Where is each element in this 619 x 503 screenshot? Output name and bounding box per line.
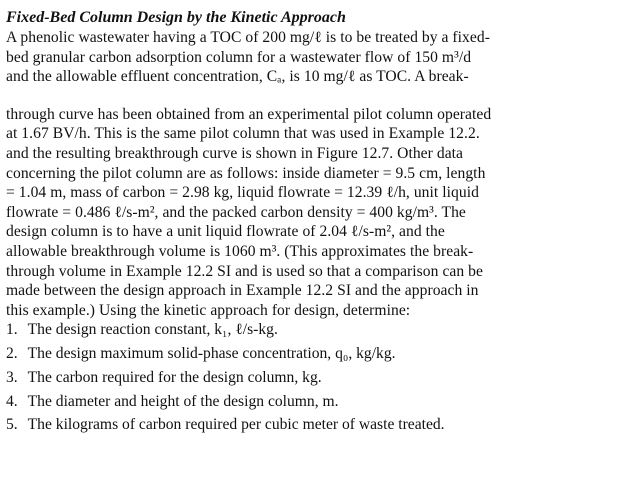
problem-title: Fixed-Bed Column Design by the Kinetic Approach bbox=[6, 9, 346, 26]
question-number: 3. bbox=[6, 368, 18, 386]
question-number: 2. bbox=[6, 345, 18, 363]
paragraph-line: design column is to have a unit liquid flowrate of 2.04 ℓ/s-m², and the bbox=[6, 223, 445, 241]
question-list bbox=[6, 320, 610, 435]
problem-paragraph-2 bbox=[6, 105, 610, 321]
paragraph-line: flowrate = 0.486 ℓ/s-m², and the packed carbon density = 400 kg/m³. The bbox=[6, 203, 466, 221]
question-text: The design reaction constant, k₁, ℓ/s-kg. bbox=[27, 321, 278, 339]
problem-paragraph-1 bbox=[6, 28, 610, 87]
paragraph-line: and the allowable effluent concentration, Cₐ, is 10 mg/ℓ as TOC. A break- bbox=[6, 68, 469, 86]
question-text: The diameter and height of the design column, m. bbox=[27, 392, 339, 410]
paragraph-line: bed granular carbon adsorption column for a wastewater flow of 150 m³/d bbox=[6, 48, 472, 66]
question-text: The design maximum solid-phase concentration, q₀, kg/kg. bbox=[27, 345, 396, 363]
question-item bbox=[6, 344, 610, 364]
paragraph-line: = 1.04 m, mass of carbon = 2.98 kg, liquid flowrate = 12.39 ℓ/h, unit liquid bbox=[6, 184, 479, 202]
question-text: The carbon required for the design column, kg. bbox=[27, 368, 322, 386]
question-item bbox=[6, 415, 610, 435]
paragraph-line: through curve has been obtained from an experimental pilot column operated bbox=[6, 105, 492, 123]
paragraph-line: and the resulting breakthrough curve is shown in Figure 12.7. Other data bbox=[6, 144, 464, 162]
question-text: The kilograms of carbon required per cubic meter of waste treated. bbox=[27, 416, 445, 434]
paragraph-line: at 1.67 BV/h. This is the same pilot column that was used in Example 12.2. bbox=[6, 125, 480, 143]
question-item bbox=[6, 368, 610, 388]
paragraph-line: A phenolic wastewater having a TOC of 200 mg/ℓ is to be treated by a fixed- bbox=[6, 29, 490, 46]
paragraph-line: through volume in Example 12.2 SI and is used so that a comparison can be bbox=[6, 262, 483, 280]
question-item bbox=[6, 392, 610, 412]
question-item bbox=[6, 320, 610, 340]
document-page bbox=[6, 8, 610, 435]
question-number: 1. bbox=[6, 321, 18, 339]
paragraph-line: concerning the pilot column are as follows: inside diameter = 9.5 cm, length bbox=[6, 164, 486, 182]
paragraph-line: this example.) Using the kinetic approach for design, determine: bbox=[6, 301, 411, 319]
question-number: 5. bbox=[6, 416, 18, 434]
paragraph-line: allowable breakthrough volume is 1060 m³. (This approximates the break- bbox=[6, 242, 474, 260]
question-number: 4. bbox=[6, 392, 18, 410]
paragraph-line: made between the design approach in Example 12.2 SI and the approach in bbox=[6, 282, 479, 300]
